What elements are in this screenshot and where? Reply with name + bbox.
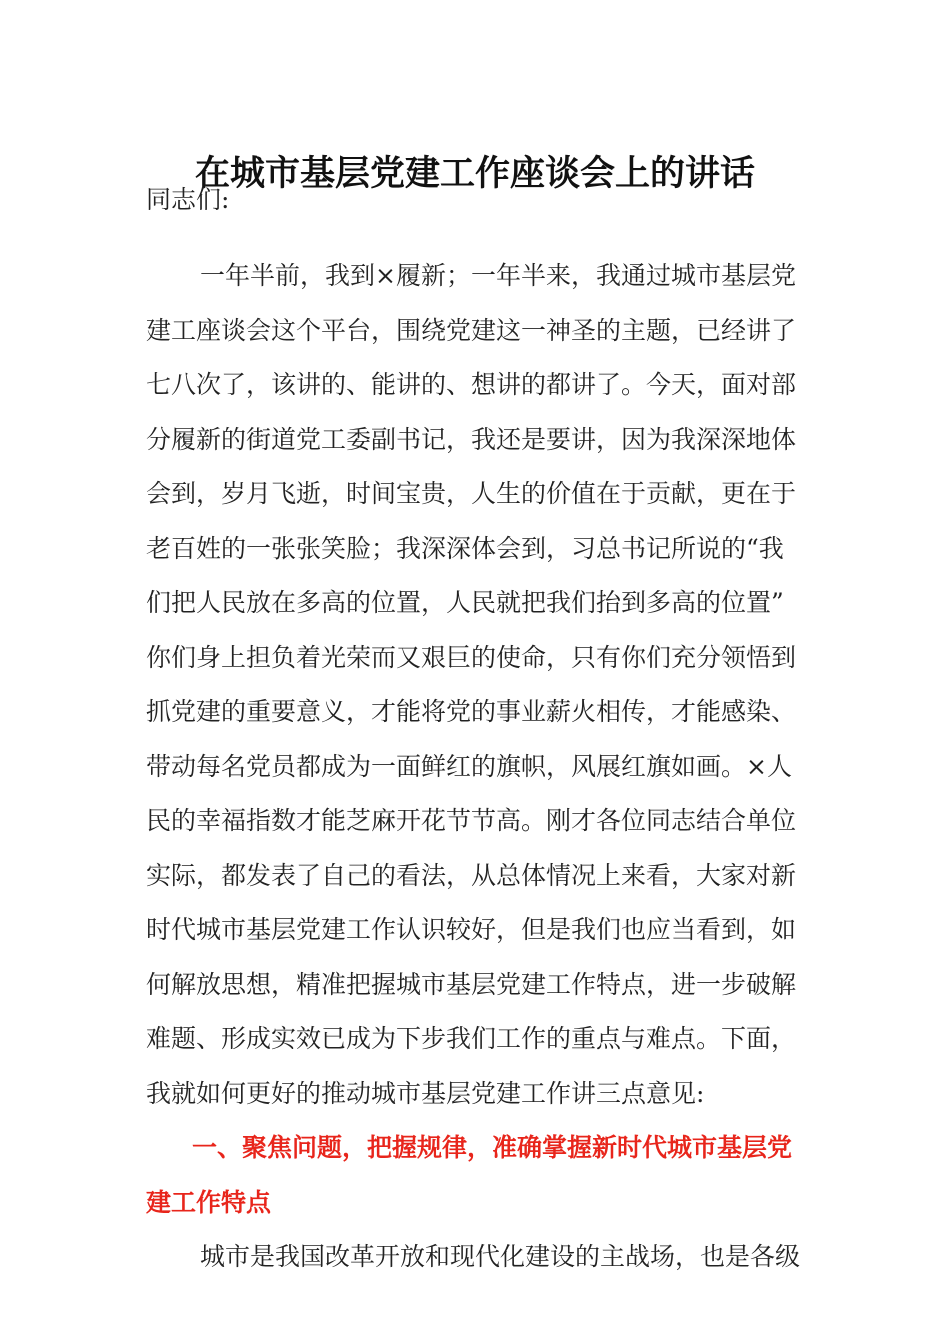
paragraph-line: 分履新的街道党工委副书记，我还是要讲，因为我深深地体 xyxy=(146,424,797,454)
paragraph-line: 抓党建的重要意义，才能将党的事业薪火相传，才能感染、 xyxy=(146,697,797,726)
paragraph-line: 会到，岁月飞逝，时间宝贵，人生的价值在于贡献，更在于 xyxy=(146,479,797,508)
paragraph-line: 城市是我国改革开放和现代化建设的主战场，也是各级 xyxy=(200,1242,801,1271)
paragraph-line: 老百姓的一张张笑脸；我深深体会到，习总书记所说的“我 xyxy=(146,533,784,563)
paragraph-line: 带动每名党员都成为一面鲜红的旗帜，风展红旗如画。×人 xyxy=(146,751,792,781)
paragraph-line: 一年半前，我到×履新；一年半来，我通过城市基层党 xyxy=(200,261,796,290)
paragraph-line: 你们身上担负着光荣而又艰巨的使命，只有你们充分领悟到 xyxy=(146,642,797,672)
document-title: 在城市基层党建工作座谈会上的讲话 xyxy=(194,153,755,194)
paragraph-line: 实际，都发表了自己的看法，从总体情况上来看，大家对新 xyxy=(146,860,797,890)
document-body xyxy=(146,256,810,1292)
paragraph-line: 难题、形成实效已成为下步我们工作的重点与难点。下面， xyxy=(146,1024,797,1053)
section-heading: 一、聚焦问题，把握规律，准确掌握新时代城市基层党 xyxy=(192,1133,793,1162)
paragraph-line: 我就如何更好的推动城市基层党建工作讲三点意见: xyxy=(146,1078,705,1108)
paragraph-line: 建工座谈会这个平台，围绕党建这一神圣的主题，已经讲了 xyxy=(146,315,797,345)
paragraph-line: 何解放思想，精准把握城市基层党建工作特点，进一步破解 xyxy=(146,969,797,999)
paragraph-line: 们把人民放在多高的位置，人民就把我们抬到多高的位置” xyxy=(146,588,784,617)
paragraph-line: 七八次了，该讲的、能讲的、想讲的都讲了。今天，面对部 xyxy=(146,370,797,399)
salutation: 同志们: xyxy=(146,185,230,214)
section-heading: 建工作特点 xyxy=(146,1187,272,1217)
paragraph-line: 民的幸福指数才能芝麻开花节节高。刚才各位同志结合单位 xyxy=(146,806,797,835)
paragraph-line: 时代城市基层党建工作认识较好，但是我们也应当看到，如 xyxy=(146,915,797,944)
